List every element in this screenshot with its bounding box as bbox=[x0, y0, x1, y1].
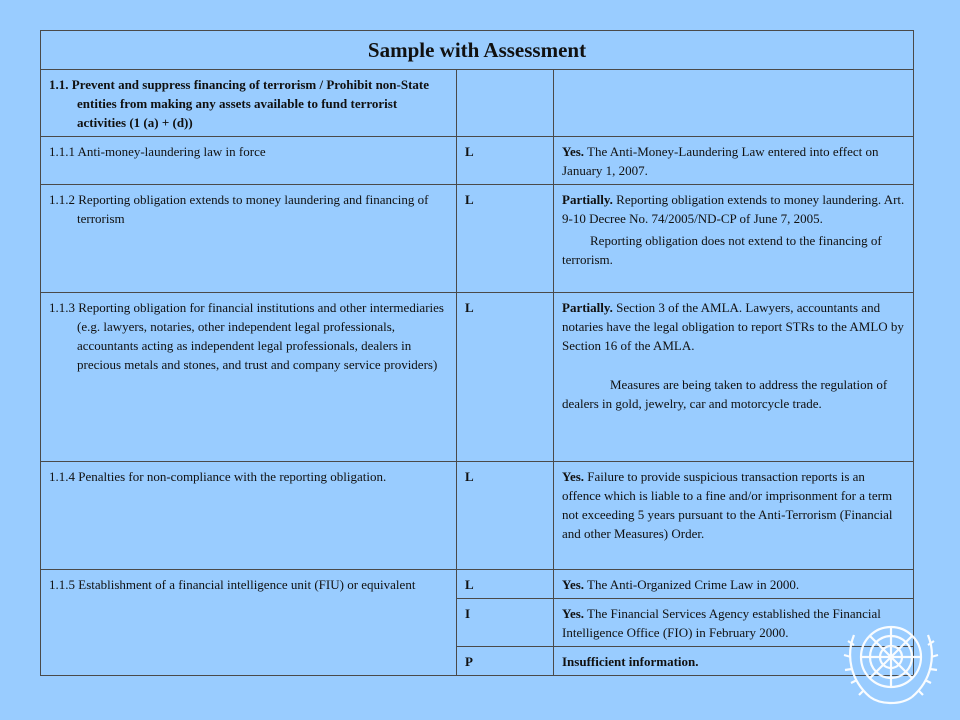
item-cell: 1.1.4 Penalties for non-compliance with the reporting obligation. bbox=[41, 462, 457, 570]
assessment-text: Failure to provide suspicious transaction reports is an offence which is liable to a fine and/or imprisonment for a term not exceeding 5 years pursuant to the Anti-Terrorism (Financial and other Measures) Order. bbox=[562, 469, 893, 541]
section-code-cell bbox=[457, 70, 554, 137]
item-cell: 1.1.5 Establishment of a financial intelligence unit (FIU) or equivalent bbox=[41, 570, 457, 676]
title-row bbox=[41, 31, 914, 70]
assessment-text: The Anti-Money-Laundering Law entered into effect on January 1, 2007. bbox=[562, 144, 879, 178]
code-cell: L bbox=[457, 185, 554, 293]
assessment-lead: Partially. bbox=[562, 300, 613, 315]
assessment-text: Section 3 of the AMLA. Lawyers, accountants and notaries have the legal obligation to report STRs to the AMLO by Section 16 of the AMLA. bbox=[562, 300, 904, 353]
code-cell: L bbox=[457, 462, 554, 570]
assessment-text-2: Measures are being taken to address the regulation of dealers in gold, jewelry, car and motorcycle trade. bbox=[562, 377, 888, 411]
assessment-cell bbox=[554, 462, 914, 570]
item-cell: 1.1.1 Anti-money-laundering law in force bbox=[41, 137, 457, 185]
assessment-cell bbox=[554, 185, 914, 293]
section-row bbox=[41, 70, 914, 137]
table-row bbox=[41, 185, 914, 293]
united-nations-emblem-icon bbox=[836, 605, 946, 715]
assessment-text: The Anti-Organized Crime Law in 2000. bbox=[584, 577, 800, 592]
assessment-cell bbox=[554, 570, 914, 599]
code-cell: I bbox=[457, 599, 554, 647]
code-cell: L bbox=[457, 293, 554, 462]
assessment-table bbox=[40, 30, 914, 676]
assessment-cell bbox=[554, 293, 914, 462]
section-assessment-cell bbox=[554, 70, 914, 137]
code-cell: L bbox=[457, 570, 554, 599]
table-row bbox=[41, 570, 914, 599]
assessment-lead: Insufficient information. bbox=[562, 654, 699, 669]
table-row bbox=[41, 462, 914, 570]
assessment-lead: Yes. bbox=[562, 469, 585, 484]
code-cell: L bbox=[457, 137, 554, 185]
item-cell: 1.1.2 Reporting obligation extends to money laundering and financing of terrorism bbox=[41, 185, 457, 293]
assessment-text: The Financial Services Agency established the Financial Intelligence Office (FIO) in February 2000. bbox=[562, 606, 881, 640]
assessment-lead: Yes. bbox=[562, 577, 585, 592]
assessment-lead: Yes. bbox=[562, 606, 585, 621]
assessment-lead: Partially. bbox=[562, 192, 613, 207]
table-row bbox=[41, 293, 914, 462]
code-cell: P bbox=[457, 647, 554, 676]
item-cell: 1.1.3 Reporting obligation for financial institutions and other intermediaries (e.g. lawyers, notaries, other independent legal professionals, accountants acting as independent legal professionals, dealers in precious metals and stones, and trust and company service providers) bbox=[41, 293, 457, 462]
assessment-text: Reporting obligation extends to money laundering. Art. 9-10 Decree No. 74/2005/ND-CP of June 7, 2005. bbox=[562, 192, 905, 226]
section-heading: 1.1. Prevent and suppress financing of terrorism / Prohibit non-State entities from making any assets available to fund terrorist activities (1 (a) + (d)) bbox=[41, 70, 457, 137]
assessment-cell bbox=[554, 137, 914, 185]
table-title: Sample with Assessment bbox=[41, 31, 914, 70]
assessment-lead: Yes. bbox=[562, 144, 585, 159]
assessment-text-2: Reporting obligation does not extend to the financing of terrorism. bbox=[562, 233, 882, 267]
table-row bbox=[41, 137, 914, 185]
